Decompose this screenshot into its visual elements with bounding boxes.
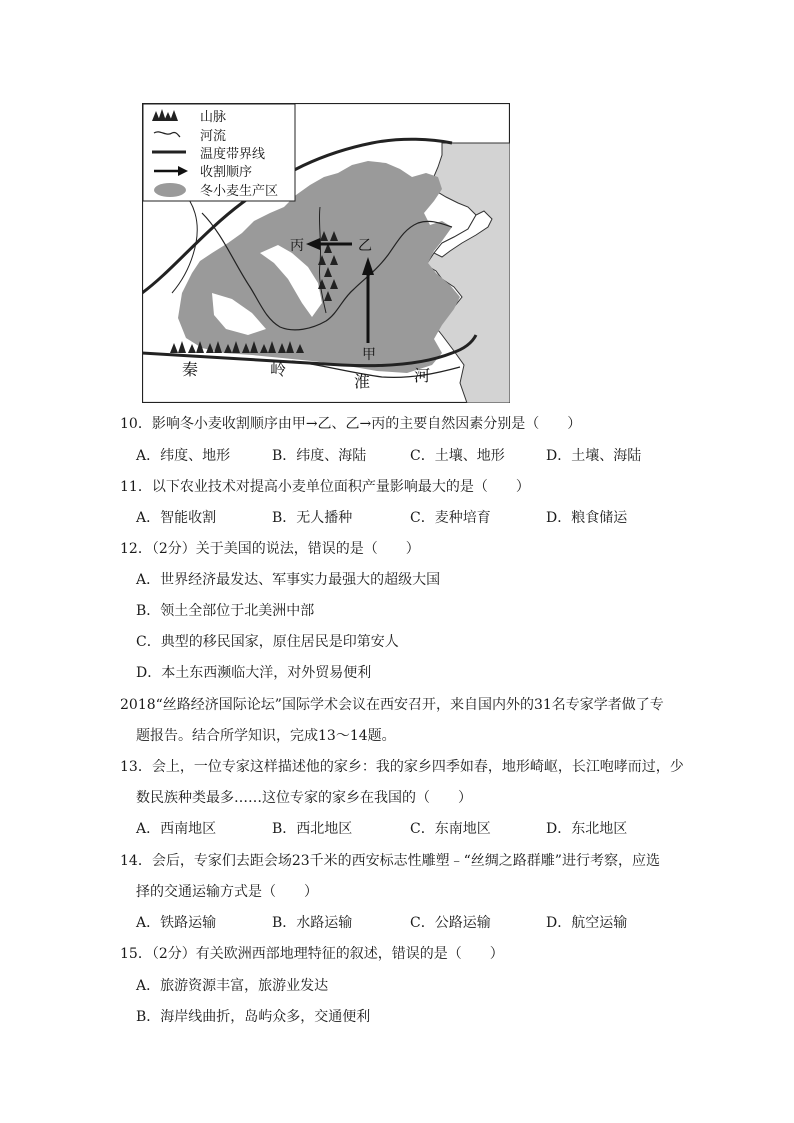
- question-14-stem-line-2: 择的交通运输方式是（ ）: [136, 884, 318, 900]
- question-10-option-d[interactable]: D．土壤、海陆: [546, 448, 642, 464]
- map-legend: [143, 104, 295, 201]
- label-bing: 丙: [290, 238, 304, 254]
- question-11-option-b[interactable]: B．无人播种: [272, 510, 353, 526]
- passage-line-2: 题报告。结合所学知识，完成13～14题。: [136, 728, 396, 744]
- question-12-option-d[interactable]: D．本土东西濒临大洋，对外贸易便利: [136, 665, 372, 681]
- label-yi: 乙: [358, 238, 372, 254]
- label-ling: 岭: [270, 360, 287, 379]
- label-qin: 秦: [182, 360, 199, 379]
- passage-line-1: 2018“丝路经济国际论坛”国际学术会议在西安召开，来自国内外的31名专家学者做了专: [120, 697, 664, 713]
- question-13-option-b[interactable]: B．西北地区: [272, 821, 353, 837]
- label-jia: 甲: [362, 347, 376, 363]
- question-12-option-a[interactable]: A．世界经济最发达、军事实力最强大的超级大国: [136, 572, 441, 588]
- question-13-option-c[interactable]: C．东南地区: [410, 821, 491, 837]
- question-10-stem: 10．影响冬小麦收割顺序由甲→乙、乙→丙的主要自然因素分别是（ ）: [120, 416, 582, 432]
- question-15-option-b[interactable]: B．海岸线曲折，岛屿众多，交通便利: [136, 1009, 371, 1025]
- question-13-stem-line-1: 13．会上，一位专家这样描述他的家乡：我的家乡四季如春，地形崎岖，长江咆哮而过，少: [120, 759, 684, 775]
- question-12-option-c[interactable]: C．典型的移民国家，原住居民是印第安人: [136, 634, 399, 650]
- question-15-stem: 15．（2分）有关欧洲西部地理特征的叙述，错误的是（ ）: [120, 946, 504, 962]
- label-huai: 淮: [354, 372, 371, 391]
- question-11-option-a[interactable]: A．智能收割: [136, 510, 217, 526]
- question-10-option-b[interactable]: B．纬度、海陆: [272, 448, 367, 464]
- wheat-area-icon: [154, 183, 186, 197]
- question-14-option-d[interactable]: D．航空运输: [546, 915, 628, 931]
- question-14-option-c[interactable]: C．公路运输: [410, 915, 491, 931]
- question-10-option-a[interactable]: A．纬度、地形: [136, 448, 231, 464]
- question-11-option-c[interactable]: C．麦种培育: [410, 510, 491, 526]
- legend-label-arrow: 收割顺序: [200, 165, 253, 180]
- wheat-harvest-map: [142, 103, 510, 403]
- question-10-option-c[interactable]: C．土壤、地形: [410, 448, 505, 464]
- legend-label-wheat-area: 冬小麦生产区: [200, 184, 279, 199]
- question-14-stem-line-1: 14．会后，专家们去距会场23千米的西安标志性雕塑﹣“丝绸之路群雕”进行考察，应选: [120, 853, 660, 869]
- legend-label-boundary: 温度带界线: [200, 147, 266, 162]
- question-14-option-b[interactable]: B．水路运输: [272, 915, 353, 931]
- question-14-option-a[interactable]: A．铁路运输: [136, 915, 217, 931]
- question-15-option-a[interactable]: A．旅游资源丰富，旅游业发达: [136, 978, 329, 994]
- legend-label-mountain: 山脉: [200, 110, 227, 125]
- question-12-stem: 12．（2分）关于美国的说法，错误的是（ ）: [120, 541, 420, 557]
- question-13-option-a[interactable]: A．西南地区: [136, 821, 217, 837]
- question-13-option-d[interactable]: D．东北地区: [546, 821, 628, 837]
- question-11-option-d[interactable]: D．粮食储运: [546, 510, 628, 526]
- question-11-stem: 11．以下农业技术对提高小麦单位面积产量影响最大的是（ ）: [120, 479, 530, 495]
- label-he: 河: [414, 366, 431, 385]
- legend-label-river: 河流: [200, 129, 227, 144]
- question-12-option-b[interactable]: B．领土全部位于北美洲中部: [136, 603, 315, 619]
- question-13-stem-line-2: 数民族种类最多……这位专家的家乡在我国的（ ）: [136, 790, 472, 806]
